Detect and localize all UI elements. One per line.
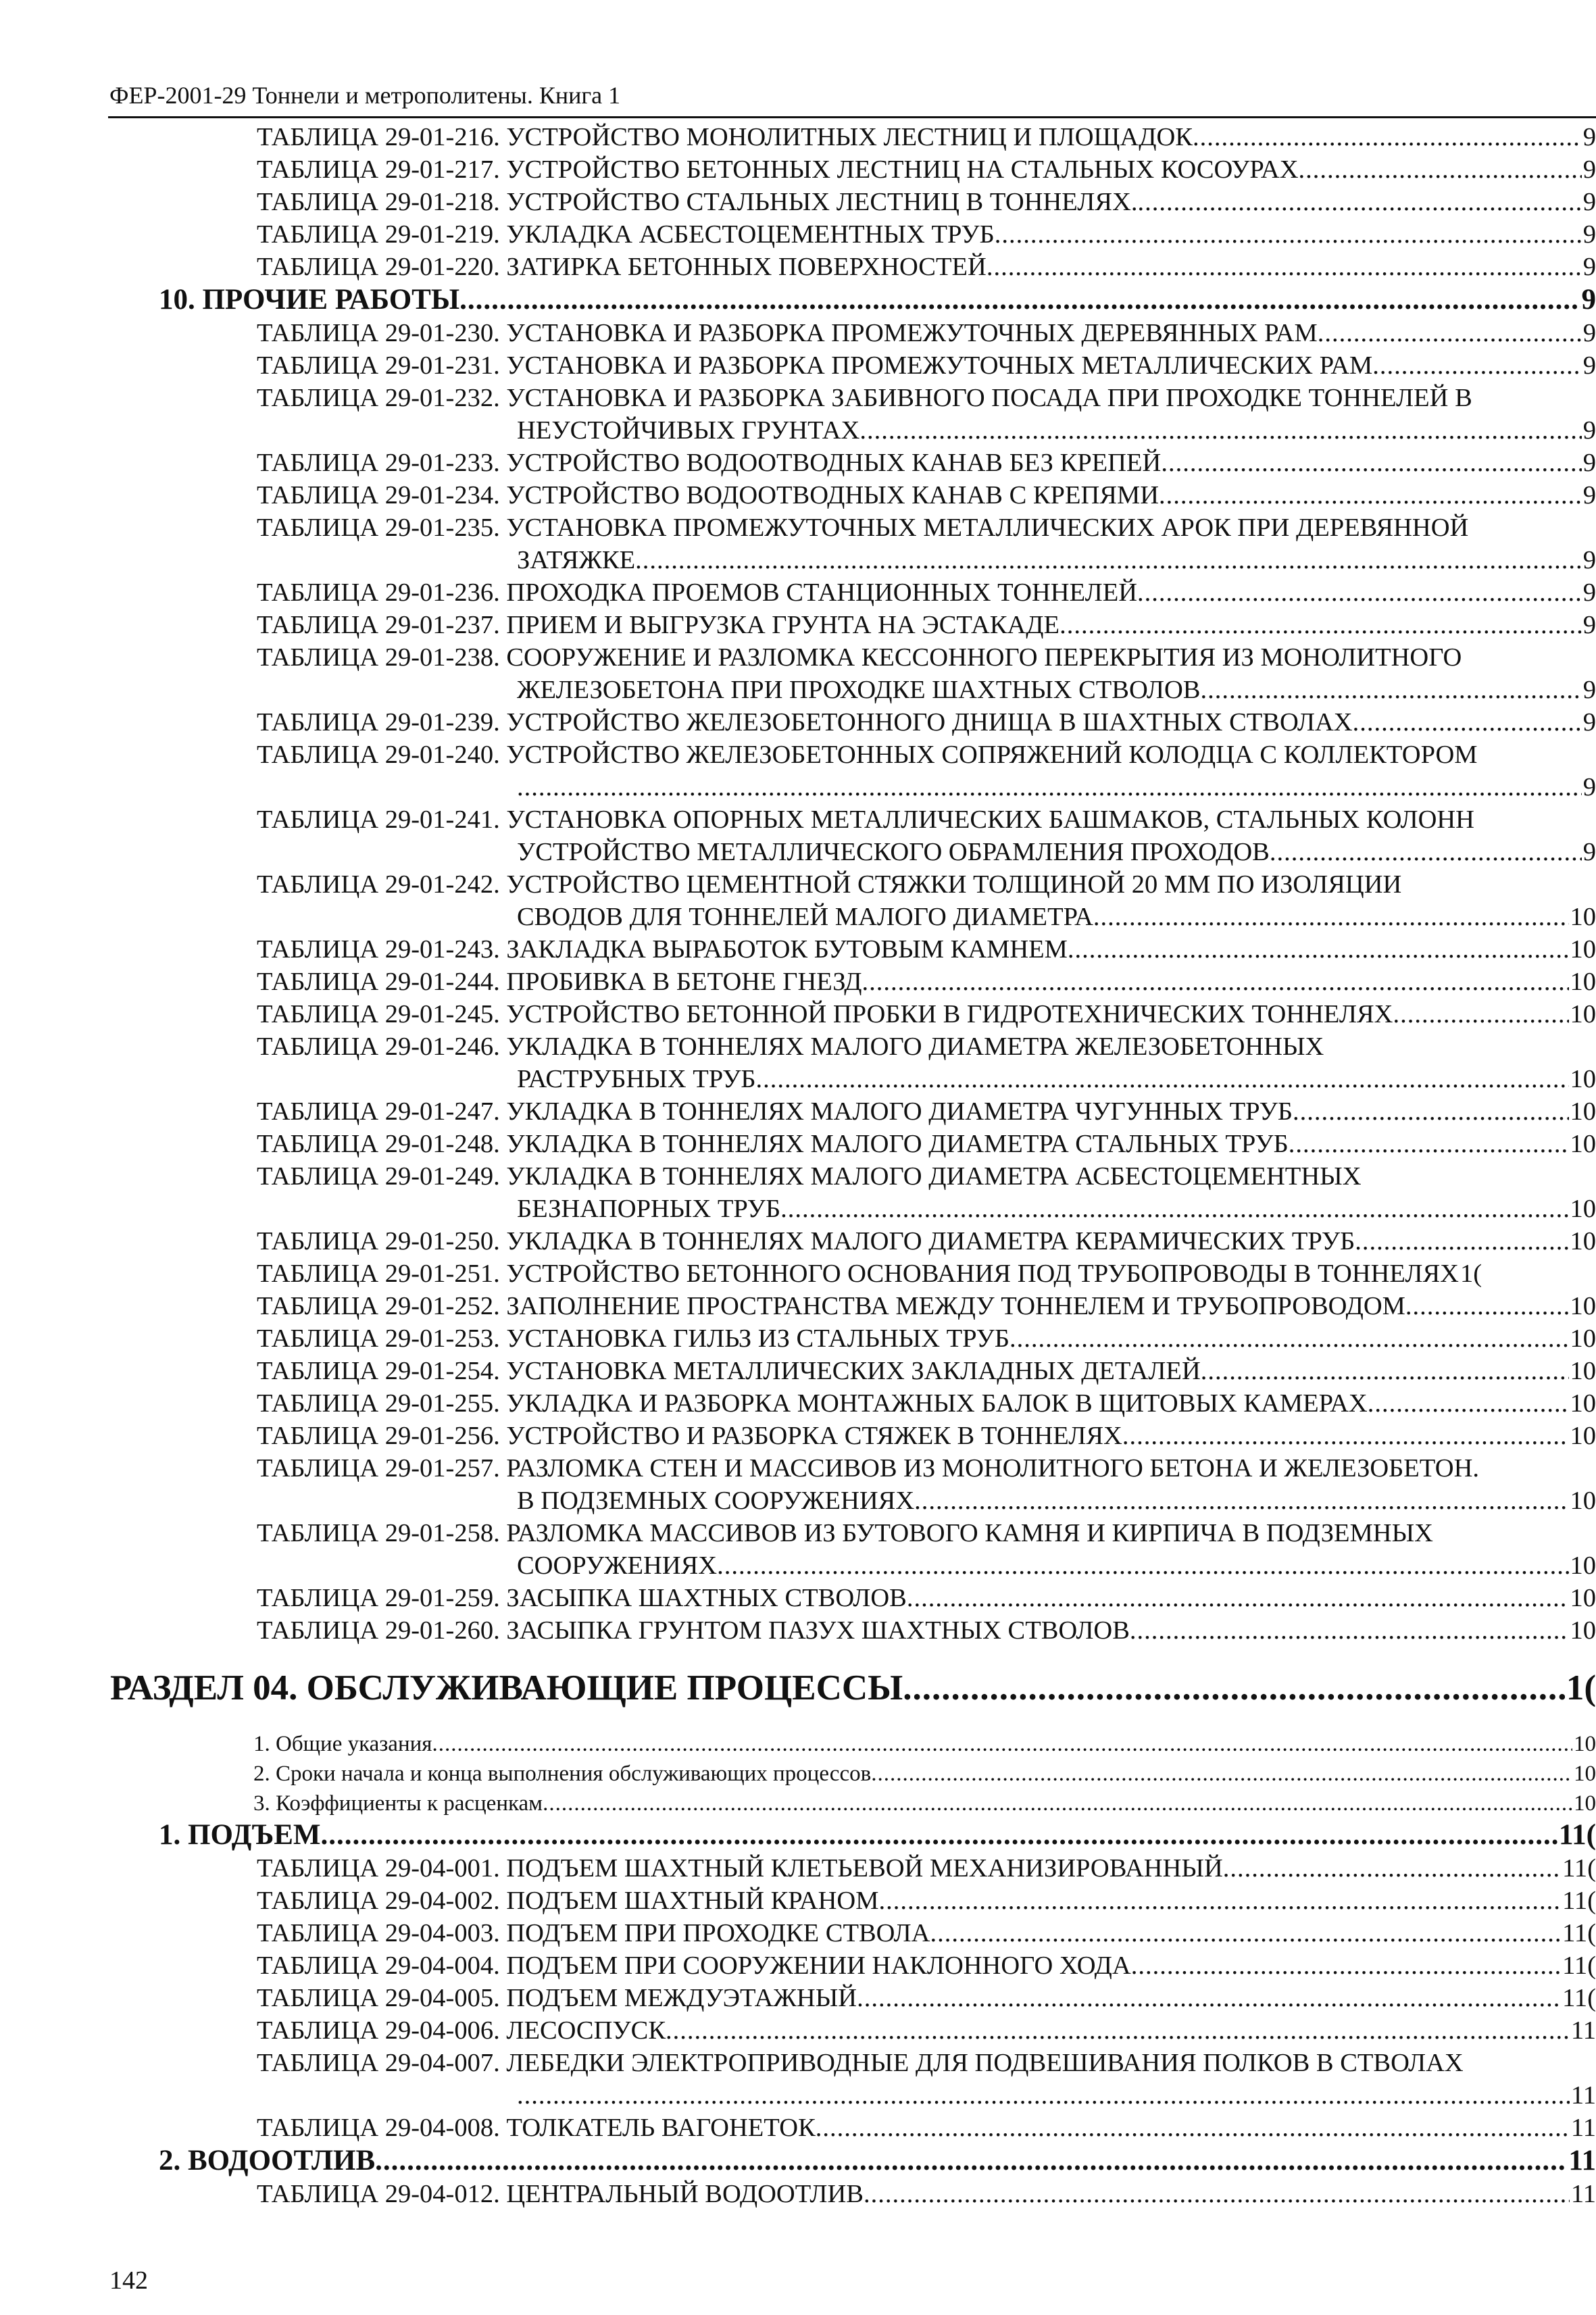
leader-dots xyxy=(1122,1420,1569,1452)
toc-entry-table[interactable] xyxy=(0,1949,1596,1982)
leader-dots xyxy=(666,2014,1570,2047)
toc-entry-table[interactable] xyxy=(0,186,1596,218)
leader-dots xyxy=(871,1759,1572,1789)
entry-page: 11( xyxy=(1562,1984,1596,2012)
toc-entry-table[interactable] xyxy=(0,1387,1596,1420)
leader-dots xyxy=(1293,1095,1569,1128)
entry-title: ТАБЛИЦА 29-04-007. ЛЕБЕДКИ ЭЛЕКТРОПРИВОДНЫЕ ДЛЯ ПОДВЕШИВАНИЯ ПОЛКОВ В СТВОЛАХ xyxy=(257,2049,1464,2077)
entry-title: ТАБЛИЦА 29-01-249. УКЛАДКА В ТОННЕЛЯХ МАЛОГО ДИАМЕТРА АСБЕСТОЦЕМЕНТНЫХ xyxy=(257,1162,1362,1191)
entry-page: 10 xyxy=(1570,1195,1596,1223)
entry-title: ТАБЛИЦА 29-01-243. ЗАКЛАДКА ВЫРАБОТОК БУТОВЫМ КАМНЕМ xyxy=(257,935,1068,964)
toc-entry-continuation[interactable] xyxy=(0,1193,1596,1225)
entry-title: ТАБЛИЦА 29-01-259. ЗАСЫПКА ШАХТНЫХ СТВОЛОВ xyxy=(257,1584,907,1612)
entry-page: 10 xyxy=(1570,1000,1596,1028)
toc-entry-continuation[interactable] xyxy=(0,1549,1596,1582)
toc-entry-table[interactable] xyxy=(0,1225,1596,1258)
toc-entry-table[interactable] xyxy=(0,1917,1596,1949)
leader-dots xyxy=(459,283,1580,317)
leader-dots xyxy=(1355,1225,1568,1258)
entry-title: ТАБЛИЦА 29-01-239. УСТРОЙСТВО ЖЕЛЕЗОБЕТОННОГО ДНИЩА В ШАХТНЫХ СТВОЛАХ xyxy=(257,708,1353,737)
entry-title: ТАБЛИЦА 29-01-216. УСТРОЙСТВО МОНОЛИТНЫХ ЛЕСТНИЦ И ПЛОЩАДОК xyxy=(257,123,1193,151)
entry-title-cont: СООРУЖЕНИЯХ xyxy=(517,1551,718,1580)
leader-dots xyxy=(635,544,1582,576)
toc-entry-table[interactable] xyxy=(0,1452,1596,1485)
toc-entry-table[interactable] xyxy=(0,1885,1596,1917)
leader-dots xyxy=(859,414,1581,447)
page-number: 142 xyxy=(109,2266,148,2295)
toc-entry-table[interactable] xyxy=(0,251,1596,283)
toc-entry-table[interactable] xyxy=(0,1355,1596,1387)
entry-page: 11 xyxy=(1570,2016,1596,2045)
section-title: 2. ВОДООТЛИВ xyxy=(159,2145,376,2176)
entry-title: ТАБЛИЦА 29-01-254. УСТАНОВКА МЕТАЛЛИЧЕСКИХ ЗАКЛАДНЫХ ДЕТАЛЕЙ xyxy=(257,1357,1201,1385)
leader-dots xyxy=(517,2079,1570,2112)
entry-page: 10 xyxy=(1570,1130,1596,1158)
leader-dots xyxy=(1201,1355,1569,1387)
general-title: 1. Общие указания xyxy=(253,1732,432,1756)
leader-dots xyxy=(1138,186,1582,218)
leader-dots xyxy=(375,2144,1567,2178)
entry-page: 10 xyxy=(1570,1584,1596,1612)
toc-entry-general[interactable] xyxy=(0,1759,1596,1789)
entry-title: ТАБЛИЦА 29-04-002. ПОДЪЕМ ШАХТНЫЙ КРАНОМ xyxy=(257,1887,879,1915)
leader-dots xyxy=(1200,674,1581,706)
toc-entry-table[interactable] xyxy=(0,1128,1596,1160)
leader-dots xyxy=(878,1885,1561,1917)
toc-entry-part[interactable] xyxy=(0,1667,1596,1709)
entry-page: 11 xyxy=(1570,2081,1596,2110)
toc-entry-table[interactable] xyxy=(0,2014,1596,2047)
entry-title: ТАБЛИЦА 29-01-260. ЗАСЫПКА ГРУНТОМ ПАЗУХ ШАХТНЫХ СТВОЛОВ xyxy=(257,1616,1130,1645)
toc-entry-section[interactable] xyxy=(0,1818,1596,1852)
leader-dots xyxy=(321,1818,1558,1852)
entry-title-cont: ЗАТЯЖКЕ xyxy=(517,546,636,574)
leader-dots xyxy=(907,1582,1569,1614)
entry-page: 9 xyxy=(1582,481,1596,509)
leader-dots xyxy=(1372,349,1581,382)
entry-page: 11( xyxy=(1562,1854,1596,1883)
leader-dots xyxy=(1137,576,1582,609)
leader-dots xyxy=(780,1193,1568,1225)
leader-dots xyxy=(1353,706,1582,739)
entry-title-cont: ЖЕЛЕЗОБЕТОНА ПРИ ПРОХОДКЕ ШАХТНЫХ СТВОЛОВ xyxy=(517,676,1201,704)
toc-entry-table[interactable] xyxy=(0,1258,1596,1290)
entry-title: ТАБЛИЦА 29-01-256. УСТРОЙСТВО И РАЗБОРКА СТЯЖЕК В ТОННЕЛЯХ xyxy=(257,1422,1122,1450)
toc-entry-table[interactable] xyxy=(0,153,1596,186)
toc-entry-table[interactable] xyxy=(0,1160,1596,1193)
entry-page: 10 xyxy=(1570,935,1596,964)
toc-entry-table[interactable] xyxy=(0,1517,1596,1549)
entry-page: 9 xyxy=(1582,253,1596,281)
leader-dots xyxy=(862,966,1568,998)
toc-entry-table[interactable] xyxy=(0,998,1596,1030)
toc-entry-table[interactable] xyxy=(0,706,1596,739)
entry-title: ТАБЛИЦА 29-01-237. ПРИЕМ И ВЫГРУЗКА ГРУНТА НА ЭСТАКАДЕ xyxy=(257,611,1060,639)
entry-title: ТАБЛИЦА 29-04-012. ЦЕНТРАЛЬНЫЙ ВОДООТЛИВ xyxy=(257,2180,864,2208)
page-header: ФЕР-2001-29 Тоннели и метрополитены. Книга 1 xyxy=(109,82,621,109)
entry-page: 10 xyxy=(1570,1292,1596,1320)
entry-title: ТАБЛИЦА 29-01-241. УСТАНОВКА ОПОРНЫХ МЕТАЛЛИЧЕСКИХ БАШМАКОВ, СТАЛЬНЫХ КОЛОНН xyxy=(257,805,1474,834)
entry-page: 9 xyxy=(1582,546,1596,574)
entry-title-cont: РАСТРУБНЫХ ТРУБ xyxy=(517,1065,756,1093)
toc-entry-table[interactable] xyxy=(0,641,1596,674)
leader-dots xyxy=(543,1789,1572,1818)
entry-page: 10 xyxy=(1570,1551,1596,1580)
leader-dots xyxy=(930,1917,1561,1949)
leader-dots xyxy=(1318,317,1582,349)
entry-page: 10 xyxy=(1570,1422,1596,1450)
entry-title: ТАБЛИЦА 29-01-257. РАЗЛОМКА СТЕН И МАССИВОВ ИЗ МОНОЛИТНОГО БЕТОНА И ЖЕЛЕЗОБЕТОН. xyxy=(257,1454,1480,1483)
entry-page: 10 xyxy=(1570,1357,1596,1385)
entry-title: ТАБЛИЦА 29-01-244. ПРОБИВКА В БЕТОНЕ ГНЕЗД xyxy=(257,968,862,996)
leader-dots xyxy=(1159,479,1582,512)
entry-title: ТАБЛИЦА 29-01-230. УСТАНОВКА И РАЗБОРКА ПРОМЕЖУТОЧНЫХ ДЕРЕВЯННЫХ РАМ xyxy=(257,319,1318,347)
entry-page: 1( xyxy=(1566,1668,1596,1708)
entry-title: ТАБЛИЦА 29-04-006. ЛЕСОСПУСК xyxy=(257,2016,666,2045)
general-title: 2. Сроки начала и конца выполнения обслуживающих процессов xyxy=(253,1762,872,1786)
entry-page: 9 xyxy=(1582,449,1596,477)
general-title: 3. Коэффициенты к расценкам xyxy=(253,1791,543,1816)
entry-page: 11( xyxy=(1562,1887,1596,1915)
toc-entry-table[interactable] xyxy=(0,1095,1596,1128)
toc-entry-table[interactable] xyxy=(0,447,1596,479)
entry-title: ТАБЛИЦА 29-01-236. ПРОХОДКА ПРОЕМОВ СТАНЦИОННЫХ ТОННЕЛЕЙ xyxy=(257,578,1138,607)
toc-entry-table[interactable] xyxy=(0,966,1596,998)
entry-page: 11 xyxy=(1568,2145,1596,2176)
leader-dots xyxy=(1405,1290,1569,1322)
entry-page: 10 xyxy=(1570,968,1596,996)
entry-page: 11 xyxy=(1570,2180,1596,2208)
entry-title: ТАБЛИЦА 29-01-258. РАЗЛОМКА МАССИВОВ ИЗ БУТОВОГО КАМНЯ И КИРПИЧА В ПОДЗЕМНЫХ xyxy=(257,1519,1433,1547)
entry-title: ТАБЛИЦА 29-01-232. УСТАНОВКА И РАЗБОРКА ЗАБИВНОГО ПОСАДА ПРИ ПРОХОДКЕ ТОННЕЛЕЙ В xyxy=(257,384,1472,412)
entry-page: 9 xyxy=(1582,319,1596,347)
entry-page: 10 xyxy=(1570,903,1596,931)
toc-entry-table[interactable] xyxy=(0,1030,1596,1063)
entry-page: 10 xyxy=(1570,1487,1596,1515)
toc-entry-table[interactable] xyxy=(0,1582,1596,1614)
entry-title: ТАБЛИЦА 29-01-246. УКЛАДКА В ТОННЕЛЯХ МАЛОГО ДИАМЕТРА ЖЕЛЕЗОБЕТОННЫХ xyxy=(257,1032,1324,1061)
toc-entry-continuation[interactable] xyxy=(0,1485,1596,1517)
entry-title: ТАБЛИЦА 29-04-008. ТОЛКАТЕЛЬ ВАГОНЕТОК xyxy=(257,2114,816,2142)
leader-dots xyxy=(1193,121,1582,153)
entry-title: ТАБЛИЦА 29-01-238. СООРУЖЕНИЕ И РАЗЛОМКА КЕССОННОГО ПЕРЕКРЫТИЯ ИЗ МОНОЛИТНОГО xyxy=(257,643,1462,672)
leader-dots xyxy=(816,2112,1570,2144)
entry-title: ТАБЛИЦА 29-01-242. УСТРОЙСТВО ЦЕМЕНТНОЙ СТЯЖКИ ТОЛЩИНОЙ 20 ММ ПО ИЗОЛЯЦИИ xyxy=(257,870,1402,899)
toc-entry-table[interactable] xyxy=(0,1982,1596,2014)
entry-title: ТАБЛИЦА 29-01-235. УСТАНОВКА ПРОМЕЖУТОЧНЫХ МЕТАЛЛИЧЕСКИХ АРОК ПРИ ДЕРЕВЯННОЙ xyxy=(257,514,1469,542)
entry-title: ТАБЛИЦА 29-01-240. УСТРОЙСТВО ЖЕЛЕЗОБЕТОННЫХ СОПРЯЖЕНИЙ КОЛОДЦА С КОЛЛЕКТОРОМ xyxy=(257,741,1478,769)
toc-entry-table[interactable] xyxy=(0,1290,1596,1322)
entry-page: 9 xyxy=(1582,838,1596,866)
entry-page: 10 xyxy=(1570,1097,1596,1126)
leader-dots xyxy=(517,771,1582,803)
entry-page: 11 xyxy=(1570,2114,1596,2142)
toc-entry-table[interactable] xyxy=(0,868,1596,901)
toc-entry-table[interactable] xyxy=(0,1420,1596,1452)
section-title: 10. ПРОЧИЕ РАБОТЫ xyxy=(159,284,460,316)
entry-page: 9 xyxy=(1582,155,1596,184)
leader-dots xyxy=(1009,1322,1569,1355)
leader-dots xyxy=(1299,153,1582,186)
entry-title-cont: СВОДОВ ДЛЯ ТОННЕЛЕЙ МАЛОГО ДИАМЕТРА xyxy=(517,903,1093,931)
toc-entry-table[interactable] xyxy=(0,803,1596,836)
toc-entry-table[interactable] xyxy=(0,2112,1596,2144)
entry-page: 9 xyxy=(1582,578,1596,607)
toc-entry-table[interactable] xyxy=(0,2178,1596,2210)
entry-title: ТАБЛИЦА 29-01-253. УСТАНОВКА ГИЛЬЗ ИЗ СТАЛЬНЫХ ТРУБ xyxy=(257,1324,1009,1353)
leader-dots xyxy=(1059,609,1582,641)
toc-entry-continuation[interactable] xyxy=(0,1063,1596,1095)
leader-dots xyxy=(1093,901,1569,933)
toc-entry-general[interactable] xyxy=(0,1789,1596,1818)
leader-dots xyxy=(432,1729,1572,1759)
toc-entry-continuation[interactable] xyxy=(0,771,1596,803)
entry-title-cont: УСТРОЙСТВО МЕТАЛЛИЧЕСКОГО ОБРАМЛЕНИЯ ПРОХОДОВ xyxy=(517,838,1270,866)
leader-dots xyxy=(903,1667,1565,1709)
toc-entry-section[interactable] xyxy=(0,283,1596,317)
toc-entry-table[interactable] xyxy=(0,382,1596,414)
toc-entry-section[interactable] xyxy=(0,2144,1596,2178)
entry-page: 9 xyxy=(1582,708,1596,737)
entry-page: 9 xyxy=(1581,284,1596,316)
leader-dots xyxy=(1130,1614,1569,1647)
toc-entry-continuation[interactable] xyxy=(0,901,1596,933)
leader-dots xyxy=(987,251,1582,283)
toc-entry-table[interactable] xyxy=(0,317,1596,349)
toc-entry-continuation[interactable] xyxy=(0,674,1596,706)
entry-title: ТАБЛИЦА 29-01-218. УСТРОЙСТВО СТАЛЬНЫХ ЛЕСТНИЦ В ТОННЕЛЯХ. xyxy=(257,188,1138,216)
toc-entry-table[interactable] xyxy=(0,218,1596,251)
entry-title: ТАБЛИЦА 29-01-252. ЗАПОЛНЕНИЕ ПРОСТРАНСТВА МЕЖДУ ТОННЕЛЕМ И ТРУБОПРОВОДОМ xyxy=(257,1292,1405,1320)
toc-entry-table[interactable] xyxy=(0,1852,1596,1885)
entry-page: 11( xyxy=(1562,1919,1596,1947)
toc-entry-table[interactable] xyxy=(0,933,1596,966)
leader-dots xyxy=(1393,998,1568,1030)
entry-page: 9 xyxy=(1582,773,1596,801)
leader-dots xyxy=(995,218,1582,251)
toc-entry-table[interactable] xyxy=(0,121,1596,153)
leader-dots xyxy=(1223,1852,1561,1885)
toc-entry-continuation[interactable] xyxy=(0,836,1596,868)
entry-page: 10 xyxy=(1570,1389,1596,1418)
entry-title-cont: В ПОДЗЕМНЫХ СООРУЖЕНИЯХ xyxy=(517,1487,915,1515)
entry-title: ТАБЛИЦА 29-01-217. УСТРОЙСТВО БЕТОННЫХ ЛЕСТНИЦ НА СТАЛЬНЫХ КОСОУРАХ xyxy=(257,155,1299,184)
table-of-contents xyxy=(0,121,1596,2210)
leader-dots xyxy=(1068,933,1569,966)
entry-page: 10 xyxy=(1570,1065,1596,1093)
entry-title: ТАБЛИЦА 29-04-001. ПОДЪЕМ ШАХТНЫЙ КЛЕТЬЕВОЙ МЕХАНИЗИРОВАННЫЙ xyxy=(257,1854,1223,1883)
entry-page: 10 xyxy=(1574,1762,1596,1786)
entry-page: 1( xyxy=(1460,1260,1482,1288)
entry-title: ТАБЛИЦА 29-01-220. ЗАТИРКА БЕТОННЫХ ПОВЕРХНОСТЕЙ xyxy=(257,253,987,281)
entry-page: 9 xyxy=(1582,220,1596,249)
entry-title: ТАБЛИЦА 29-04-004. ПОДЪЕМ ПРИ СООРУЖЕНИИ НАКЛОННОГО ХОДА xyxy=(257,1951,1131,1980)
toc-entry-continuation[interactable] xyxy=(0,414,1596,447)
leader-dots xyxy=(914,1485,1568,1517)
entry-page: 10 xyxy=(1574,1791,1596,1816)
entry-page: 10 xyxy=(1570,1227,1596,1255)
part-title: РАЗДЕЛ 04. ОБСЛУЖИВАЮЩИЕ ПРОЦЕССЫ xyxy=(110,1668,903,1708)
entry-title: ТАБЛИЦА 29-01-245. УСТРОЙСТВО БЕТОННОЙ ПРОБКИ В ГИДРОТЕХНИЧЕСКИХ ТОННЕЛЯХ xyxy=(257,1000,1393,1028)
leader-dots xyxy=(1289,1128,1569,1160)
entry-page: 11( xyxy=(1562,1951,1596,1980)
leader-dots xyxy=(756,1063,1569,1095)
toc-entry-table[interactable] xyxy=(0,1614,1596,1647)
toc-entry-table[interactable] xyxy=(0,576,1596,609)
leader-dots xyxy=(864,2178,1570,2210)
toc-entry-table[interactable] xyxy=(0,512,1596,544)
toc-entry-table[interactable] xyxy=(0,349,1596,382)
entry-page: 9 xyxy=(1582,676,1596,704)
toc-entry-table[interactable] xyxy=(0,479,1596,512)
entry-title: ТАБЛИЦА 29-01-248. УКЛАДКА В ТОННЕЛЯХ МАЛОГО ДИАМЕТРА СТАЛЬНЫХ ТРУБ xyxy=(257,1130,1289,1158)
entry-page: 9 xyxy=(1582,188,1596,216)
entry-page: 9 xyxy=(1582,416,1596,445)
toc-entry-table[interactable] xyxy=(0,2047,1596,2079)
leader-dots xyxy=(1131,1949,1561,1982)
entry-page: 10 xyxy=(1574,1732,1596,1756)
leader-dots xyxy=(717,1549,1568,1582)
entry-title: ТАБЛИЦА 29-01-247. УКЛАДКА В ТОННЕЛЯХ МАЛОГО ДИАМЕТРА ЧУГУННЫХ ТРУБ xyxy=(257,1097,1293,1126)
entry-page: 9 xyxy=(1582,611,1596,639)
toc-entry-table[interactable] xyxy=(0,1322,1596,1355)
entry-title-cont: БЕЗНАПОРНЫХ ТРУБ xyxy=(517,1195,781,1223)
entry-page: 9 xyxy=(1582,351,1596,380)
entry-title: ТАБЛИЦА 29-01-234. УСТРОЙСТВО ВОДООТВОДНЫХ КАНАВ С КРЕПЯМИ xyxy=(257,481,1159,509)
section-title: 1. ПОДЪЕМ xyxy=(159,1819,321,1851)
header-rule xyxy=(108,116,1596,118)
toc-entry-table[interactable] xyxy=(0,739,1596,771)
entry-title: ТАБЛИЦА 29-01-231. УСТАНОВКА И РАЗБОРКА ПРОМЕЖУТОЧНЫХ МЕТАЛЛИЧЕСКИХ РАМ xyxy=(257,351,1373,380)
toc-entry-general[interactable] xyxy=(0,1729,1596,1759)
entry-title: ТАБЛИЦА 29-01-233. УСТРОЙСТВО ВОДООТВОДНЫХ КАНАВ БЕЗ КРЕПЕЙ xyxy=(257,449,1162,477)
leader-dots xyxy=(1161,447,1581,479)
toc-entry-continuation[interactable] xyxy=(0,544,1596,576)
entry-title: ТАБЛИЦА 29-04-003. ПОДЪЕМ ПРИ ПРОХОДКЕ СТВОЛА xyxy=(257,1919,930,1947)
entry-title: ТАБЛИЦА 29-04-005. ПОДЪЕМ МЕЖДУЭТАЖНЫЙ xyxy=(257,1984,857,2012)
leader-dots xyxy=(1368,1387,1569,1420)
entry-title: ТАБЛИЦА 29-01-255. УКЛАДКА И РАЗБОРКА МОНТАЖНЫХ БАЛОК В ЩИТОВЫХ КАМЕРАХ xyxy=(257,1389,1368,1418)
entry-title: ТАБЛИЦА 29-01-251. УСТРОЙСТВО БЕТОННОГО ОСНОВАНИЯ ПОД ТРУБОПРОВОДЫ В ТОННЕЛЯХ xyxy=(257,1260,1459,1288)
leader-dots xyxy=(1270,836,1582,868)
entry-title-cont: НЕУСТОЙЧИВЫХ ГРУНТАХ xyxy=(517,416,860,445)
entry-page: 11( xyxy=(1559,1819,1596,1851)
entry-title: ТАБЛИЦА 29-01-219. УКЛАДКА АСБЕСТОЦЕМЕНТНЫХ ТРУБ xyxy=(257,220,995,249)
toc-entry-table[interactable] xyxy=(0,609,1596,641)
entry-page: 9 xyxy=(1582,123,1596,151)
entry-page: 10 xyxy=(1570,1324,1596,1353)
leader-dots xyxy=(857,1982,1561,2014)
entry-page: 10 xyxy=(1570,1616,1596,1645)
toc-entry-continuation[interactable] xyxy=(0,2079,1596,2112)
entry-title: ТАБЛИЦА 29-01-250. УКЛАДКА В ТОННЕЛЯХ МАЛОГО ДИАМЕТРА КЕРАМИЧЕСКИХ ТРУБ xyxy=(257,1227,1355,1255)
